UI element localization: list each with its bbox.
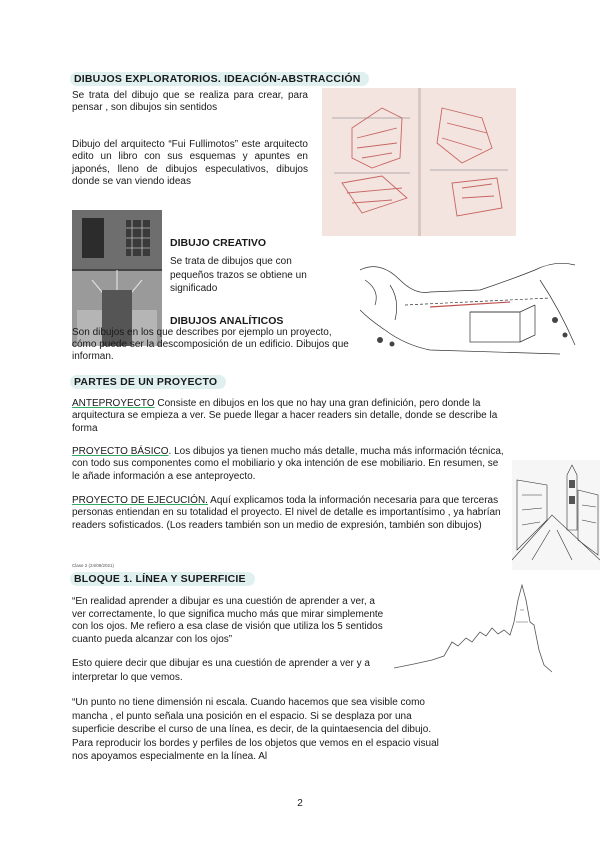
basico-paragraph [72, 446, 504, 483]
anteproyecto-paragraph [72, 398, 520, 435]
ejecucion-term: PROYECTO DE EJECUCIÓN. [72, 495, 208, 506]
ejecucion-paragraph [72, 495, 508, 532]
clase-note: Clase 2 (24/09/2021) [72, 563, 115, 568]
basico-term: PROYECTO BÁSICO [72, 446, 169, 457]
page-number: 2 [297, 798, 303, 809]
anteproyecto-text: Consiste en dibujos en los que no hay una gran definición, pero donde la arquitectura se empieza a ver. Se puede llegar a hacer readers sin detalle, donde se describe la forma [72, 398, 498, 434]
basico-text: . Los dibujos ya tienen mucho más detalle, mucha más información técnica, con todo sus componentes como el mobiliario y oka intención de ese mobiliario. En resumen, se le añade información a ese anteproyecto. [72, 446, 504, 482]
street-sketch [512, 460, 600, 570]
skyline-line-sketch [394, 580, 554, 680]
exploratorios-body: Dibujo del arquitecto “Fui Fullimotos” este arquitecto edito un libro con sus esquemas y apuntes en japonés, lleno de dibujos especulativos, dibujos donde se van viendo ideas [72, 139, 308, 188]
exploratorios-intro: Se trata del dibujo que se realiza para crear, para pensar , son dibujos sin sentidos [72, 90, 308, 114]
ejecucion-text: Aquí explicamos toda la información necesaria para que terceras personas entiendan en su totalidad el proyecto. El nivel de detalle es importantísimo , ya habrían readers sofisticados. (Los readers también son un medio de expresión, también son dibujos) [72, 495, 501, 531]
heading-creativo: DIBUJO CREATIVO [170, 237, 267, 249]
building-photo [72, 210, 162, 346]
heading-partes: PARTES DE UN PROYECTO [70, 375, 226, 389]
landscape-sketch [360, 250, 578, 360]
creativo-body: Se trata de dibujos que con pequeños trazos se obtiene un significado [170, 256, 307, 294]
sketchbook-image [322, 88, 516, 236]
heading-analiticos: DIBUJOS ANALÍTICOS [170, 315, 284, 327]
anteproyecto-term: ANTEPROYECTO [72, 398, 155, 409]
quote-1: “En realidad aprender a dibujar es una cuestión de aprender a ver, a ver correctamente, lo que significa mucho más que mirar simplemente con los ojos. Me refiero a esa clase de visión que utiliza los 5 sentidos cuanto pueda alcanzar con los ojos” [72, 596, 384, 645]
heading-bloque-1: BLOQUE 1. LÍNEA Y SUPERFICIE [70, 572, 255, 586]
heading-exploratorios: DIBUJOS EXPLORATORIOS. IDEACIÓN-ABSTRACCIÓN [70, 72, 369, 86]
quote-2: “Un punto no tiene dimensión ni escala. Cuando hacemos que sea visible como mancha , el punto señala una posición en el espacio. Si se desplaza por una superficie describe el curso de una línea, es decir, de la quintaesencia del dibujo. Para reproducir los bordes y perfiles de los objetos que vemos en el espacio visual nos apoyamos especialmente en la línea. Al [72, 697, 439, 763]
aprender-paragraph: Esto quiere decir que dibujar es una cuestión de aprender a ver y a interpretar lo que vemos. [72, 658, 370, 683]
analiticos-body: Son dibujos en los que describes por ejemplo un proyecto, cómo puede ser la descomposición de un edificio. Dibujos que informan. [72, 327, 349, 363]
